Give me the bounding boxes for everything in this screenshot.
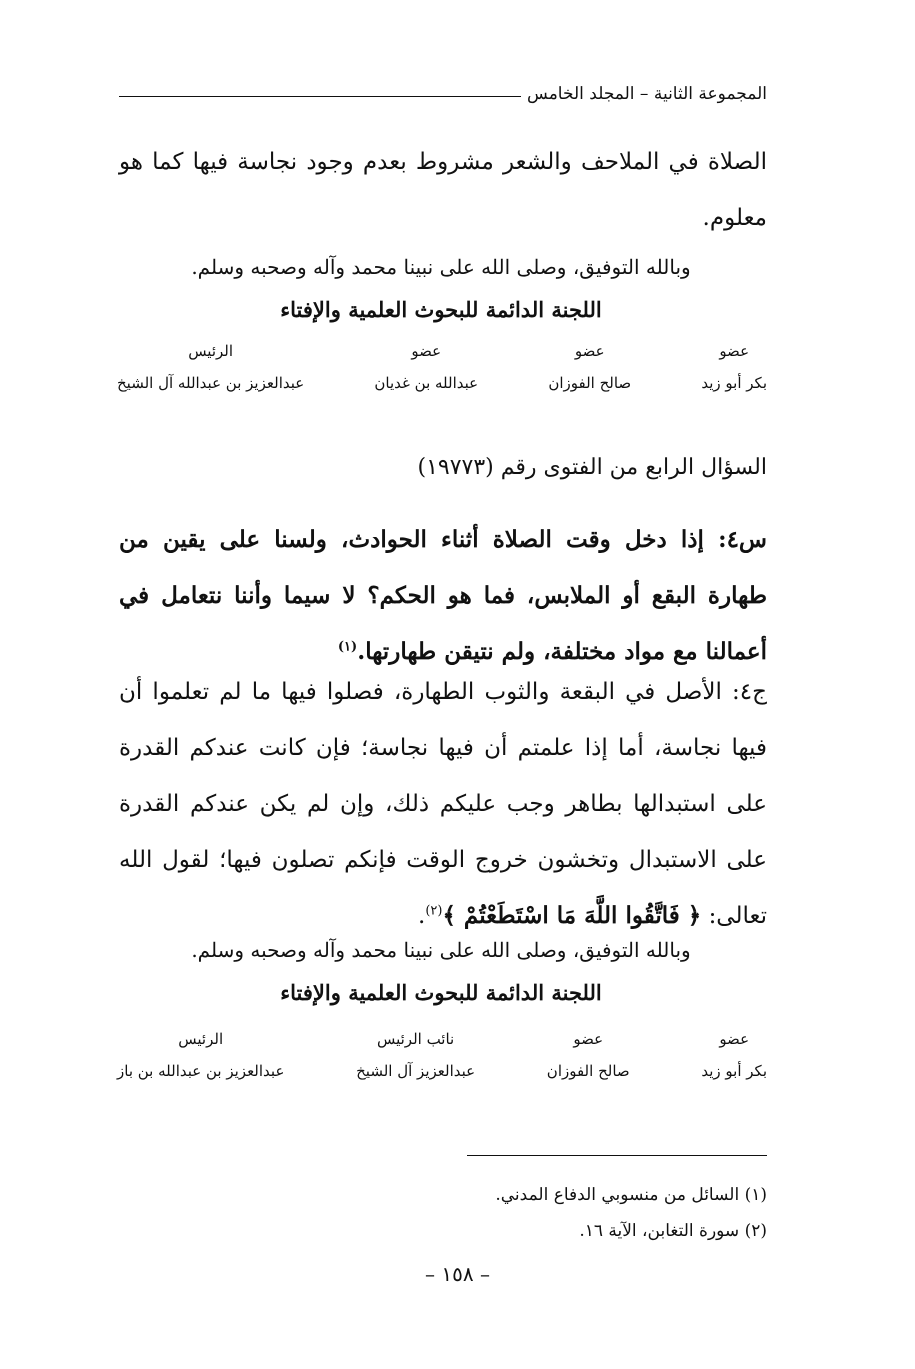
signatory-role: نائب الرئيس: [376, 1030, 455, 1048]
signatory-name: عبدالعزيز بن عبدالله آل الشيخ: [117, 374, 305, 392]
signatory-role: عضو: [719, 1030, 750, 1048]
signatory: [117, 342, 304, 392]
signatory-role: عضو: [574, 342, 605, 360]
signatory-role: الرئيس: [178, 1030, 224, 1048]
answer-end: .: [418, 903, 426, 929]
signatory-role: عضو: [411, 342, 442, 360]
committee-name-2: اللجنة الدائمة للبحوث العلمية والإفتاء: [280, 980, 602, 1005]
fatwa-heading: السؤال الرابع من الفتوى رقم (١٩٧٧٣): [417, 455, 767, 480]
signatory-name: صالح الفوزان: [548, 374, 632, 392]
signatory: [701, 342, 767, 392]
quran-verse: ﴿ فَاتَّقُوا اللَّهَ مَا اسْتَطَعْتُمْ ﴾: [442, 902, 702, 929]
question-text: س٤: إذا دخل وقت الصلاة أثناء الحوادث، ولسنا على يقين من طهارة البقع أو الملابس، فما هو الحكم؟ لا سيما وأننا نتعامل في أعمالنا مع مواد مختلفة، ولم نتيقن طهارتها.: [119, 526, 767, 665]
signatory: [117, 1030, 284, 1080]
continuation-text: الصلاة في الملاحف والشعر مشروط بعدم وجود نجاسة فيها كما هو معلوم.: [119, 149, 767, 231]
signatory-name: عبدالعزيز آل الشيخ: [356, 1062, 476, 1080]
answer-text: ج٤: الأصل في البقعة والثوب الطهارة، فصلوا فيها ما لم تعلموا أن فيها نجاسة، أما إذا علمتم أن فيها نجاسة؛ فإن كانت عندكم القدرة على استبدالها بطاهر وجب عليكم ذلك، وإن لم يكن عندكم القدرة على الاستبدال وتخشون خروج الوقت فإنكم تصلون فيها؛ لقول الله تعالى:: [119, 679, 767, 929]
signatory-name: عبدالعزيز بن عبدالله بن باز: [117, 1062, 285, 1080]
footnote-ref-1: (١): [337, 639, 358, 655]
closing-formula-1: وبالله التوفيق، وصلى الله على نبينا محمد وآله وصحبه وسلم.: [191, 255, 691, 279]
signatory-name: عبدالله بن غديان: [374, 374, 479, 392]
signatory: [547, 1030, 630, 1080]
signatory: [374, 342, 478, 392]
signatory-name: بكر أبو زيد: [701, 1062, 767, 1080]
signatory-role: الرئيس: [188, 342, 234, 360]
page-number: – ١٥٨ –: [425, 1262, 490, 1286]
closing-formula-2: وبالله التوفيق، وصلى الله على نبينا محمد وآله وصحبه وسلم.: [191, 938, 691, 962]
footnote-2: (٢) سورة التغابن، الآية ١٦.: [579, 1221, 767, 1241]
signatory: [548, 342, 631, 392]
footnote-separator: [467, 1155, 767, 1156]
header-rule: [119, 96, 521, 97]
signatory: [701, 1030, 767, 1080]
question-paragraph: [119, 512, 767, 680]
footnote-1: (١) السائل من منسوبي الدفاع المدني.: [495, 1185, 767, 1205]
signatory-name: بكر أبو زيد: [701, 374, 767, 392]
answer-paragraph: [119, 664, 767, 944]
committee-name-1: اللجنة الدائمة للبحوث العلمية والإفتاء: [280, 297, 602, 322]
signatory-name: صالح الفوزان: [546, 1062, 630, 1080]
running-header: [119, 84, 767, 104]
signatory-role: عضو: [573, 1030, 604, 1048]
signatories-1: [117, 342, 767, 392]
signatory-role: عضو: [719, 342, 750, 360]
signatories-2: [117, 1030, 767, 1080]
running-title: المجموعة الثانية – المجلد الخامس: [527, 84, 767, 104]
continuation-paragraph: [119, 134, 767, 246]
signatory: [356, 1030, 475, 1080]
footnote-ref-2: (٢): [425, 903, 443, 919]
footnotes: [119, 1177, 767, 1249]
